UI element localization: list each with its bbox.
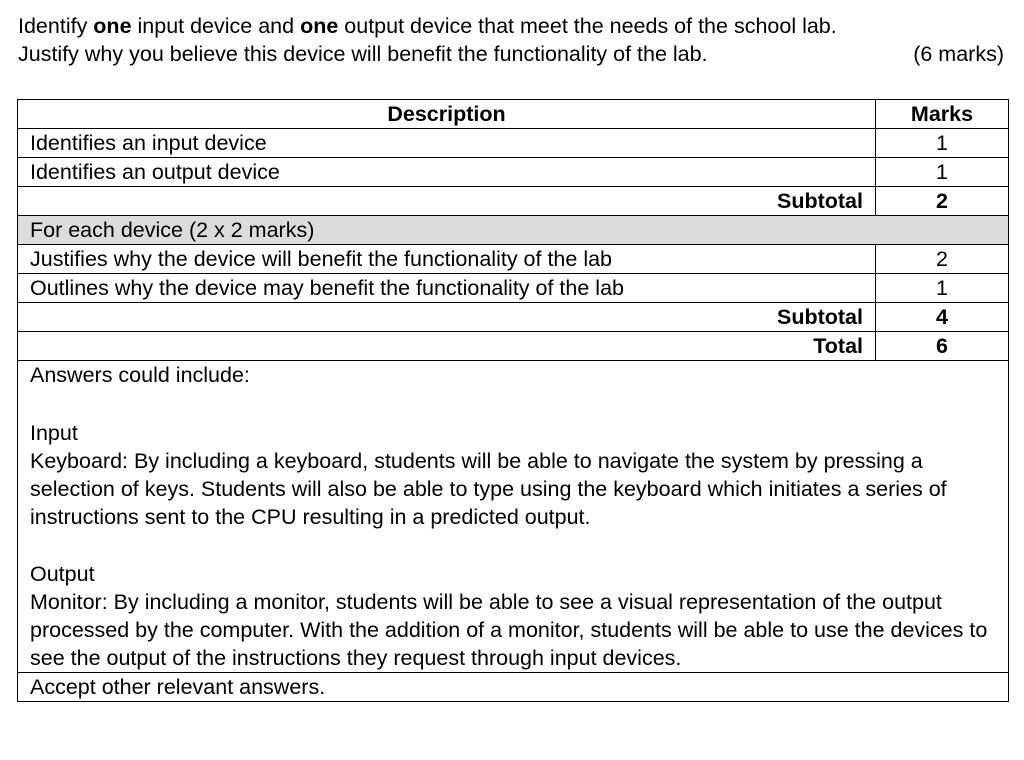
answers-cell xyxy=(18,361,1009,673)
question-suffix: output device that meet the needs of the school lab. xyxy=(338,14,837,38)
input-heading: Input xyxy=(30,420,78,445)
output-answer-text: Monitor: By including a monitor, students will be able to see a visual representation of the output processed by the computer. With the addition of a monitor, students will be able to use the devices to see the output of the instructions they request through input devices. xyxy=(30,590,988,670)
question-emphasis-1: one xyxy=(93,14,132,38)
question-middle: input device and xyxy=(131,14,301,38)
subtotal-value: 2 xyxy=(876,187,1009,216)
subtotal-label: Subtotal xyxy=(18,303,876,332)
row-marks: 1 xyxy=(876,274,1009,303)
row-description: Outlines why the device may benefit the functionality of the lab xyxy=(18,274,876,303)
footer-note: Accept other relevant answers. xyxy=(18,673,1009,702)
question-text xyxy=(18,12,1008,68)
row-marks: 1 xyxy=(876,158,1009,187)
question-line-2 xyxy=(18,40,1008,68)
answers-row xyxy=(18,361,1009,673)
row-description: Justifies why the device will benefit the functionality of the lab xyxy=(18,245,876,274)
subtotal-label: Subtotal xyxy=(18,187,876,216)
subtotal-row xyxy=(18,303,1009,332)
description-header: Description xyxy=(18,100,876,129)
input-answer-text: Keyboard: By including a keyboard, students will be able to navigate the system by pressing a selection of keys. Students will also be able to type using the keyboard which initiates a series of instructions sent to the CPU resulting in a predicted output. xyxy=(30,448,947,529)
table-row xyxy=(18,245,1009,274)
answers-intro: Answers could include: xyxy=(30,363,250,387)
question-prefix: Identify xyxy=(18,14,94,38)
row-description: Identifies an input device xyxy=(18,129,876,158)
total-value: 6 xyxy=(876,332,1009,361)
output-heading: Output xyxy=(30,562,95,586)
table-row xyxy=(18,129,1009,158)
marking-scheme-table xyxy=(17,99,1009,702)
section-header: For each device (2 x 2 marks) xyxy=(18,216,1009,245)
paragraph-gap xyxy=(30,389,996,419)
total-label: Total xyxy=(18,332,876,361)
marks-header: Marks xyxy=(876,100,1009,129)
section-header-row xyxy=(18,216,1009,245)
row-description: Identifies an output device xyxy=(18,158,876,187)
paragraph-gap xyxy=(30,531,996,561)
total-row xyxy=(18,332,1009,361)
question-justify-text: Justify why you believe this device will benefit the functionality of the lab. xyxy=(18,42,708,66)
question-marks: (6 marks) xyxy=(913,42,1004,66)
question-emphasis-2: one xyxy=(300,14,339,38)
table-header-row xyxy=(18,100,1009,129)
table-row xyxy=(18,274,1009,303)
footer-row xyxy=(18,673,1009,702)
row-marks: 1 xyxy=(876,129,1009,158)
question-line-1 xyxy=(18,12,1008,40)
subtotal-value: 4 xyxy=(876,303,1009,332)
subtotal-row xyxy=(18,187,1009,216)
table-row xyxy=(18,158,1009,187)
row-marks: 2 xyxy=(876,245,1009,274)
